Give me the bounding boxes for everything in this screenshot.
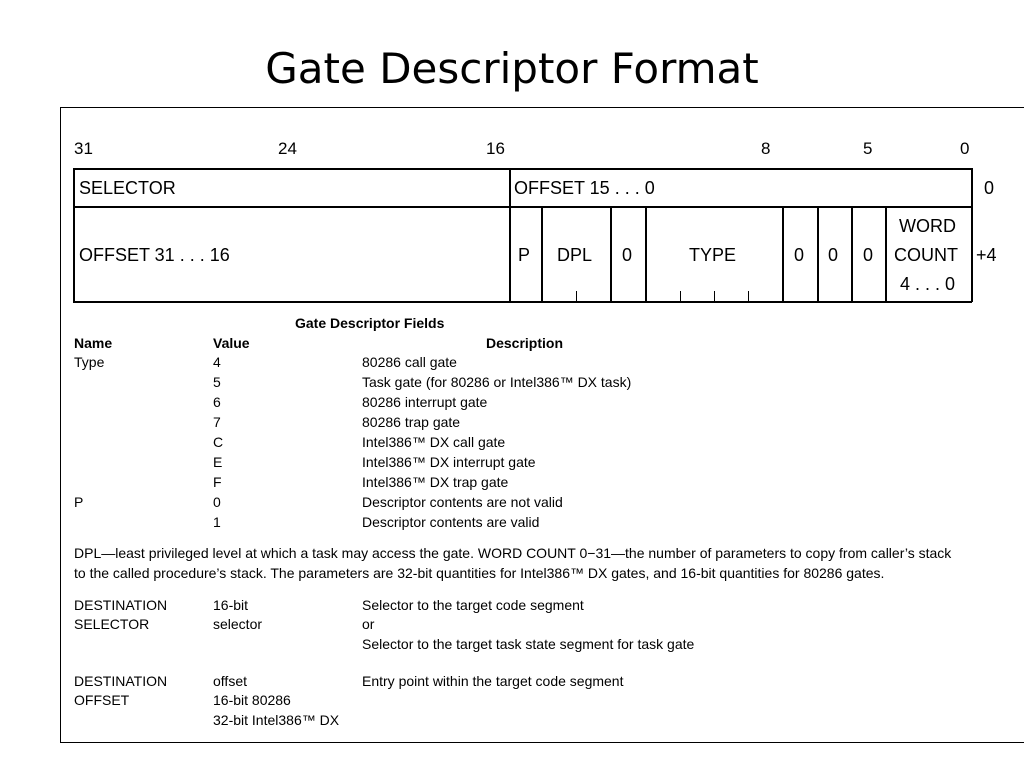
header-name: Name bbox=[74, 335, 113, 351]
dest-offset-value-3: 32-bit Intel386™ DX bbox=[213, 712, 340, 728]
dest-selector-name-1: DESTINATION bbox=[74, 597, 168, 613]
dest-selector-name-2: SELECTOR bbox=[74, 616, 150, 632]
field-description: Intel386™ DX interrupt gate bbox=[362, 454, 536, 470]
header-description: Description bbox=[486, 335, 564, 351]
field-description: Descriptor contents are valid bbox=[362, 514, 540, 530]
row1-offset-label: 0 bbox=[984, 178, 995, 198]
field-value: 5 bbox=[213, 374, 221, 390]
field-value: 1 bbox=[213, 514, 221, 530]
type-field: TYPE bbox=[689, 245, 737, 265]
field-value: 6 bbox=[213, 394, 221, 410]
dpl-note-line-1: DPL—least privileged level at which a task may access the gate. WORD COUNT 0−31—the number of parameters to copy from caller’s stack bbox=[74, 545, 952, 561]
bit-label-5: 5 bbox=[863, 139, 873, 158]
dest-selector-desc-2: or bbox=[362, 616, 375, 632]
field-description: Descriptor contents are not valid bbox=[362, 494, 563, 510]
field-value: 4 bbox=[213, 354, 221, 370]
bit-label-0: 0 bbox=[960, 139, 970, 158]
dpl-note-line-2: to the called procedure’s stack. The parameters are 32-bit quantities for Intel386™ DX gates, and 16-bit quantities for 80286 gates. bbox=[74, 565, 885, 581]
fields-title: Gate Descriptor Fields bbox=[295, 315, 445, 331]
dest-offset-desc-1: Entry point within the target code segment bbox=[362, 673, 624, 689]
field-value: 7 bbox=[213, 414, 221, 430]
bit-label-31: 31 bbox=[74, 139, 93, 158]
field-description: 80286 call gate bbox=[362, 354, 457, 370]
field-description: 80286 interrupt gate bbox=[362, 394, 488, 410]
dest-offset-name-1: DESTINATION bbox=[74, 673, 168, 689]
field-description: 80286 trap gate bbox=[362, 414, 461, 430]
field-value: E bbox=[213, 454, 223, 470]
dest-selector-desc-1: Selector to the target code segment bbox=[362, 597, 584, 613]
header-value: Value bbox=[213, 335, 250, 351]
dest-selector-value-2: selector bbox=[213, 616, 263, 632]
offset-high-field: OFFSET 31 . . . 16 bbox=[79, 245, 230, 265]
field-description: Task gate (for 80286 or Intel386™ DX task) bbox=[362, 374, 632, 390]
dest-selector-value-1: 16-bit bbox=[213, 597, 249, 613]
zero-field-a: 0 bbox=[622, 245, 633, 265]
field-value: C bbox=[213, 434, 224, 450]
dpl-field: DPL bbox=[557, 245, 593, 265]
dest-offset-name-2: OFFSET bbox=[74, 692, 130, 708]
zero-field-c: 0 bbox=[828, 245, 839, 265]
field-value: F bbox=[213, 474, 222, 490]
slide-title: Gate Descriptor Format bbox=[265, 44, 759, 93]
bit-label-16: 16 bbox=[486, 139, 505, 158]
zero-field-b: 0 bbox=[794, 245, 805, 265]
field-name-p: P bbox=[74, 494, 84, 510]
field-description: Intel386™ DX trap gate bbox=[362, 474, 509, 490]
field-description: Intel386™ DX call gate bbox=[362, 434, 506, 450]
word-count-line-2: COUNT bbox=[894, 245, 958, 265]
p-field: P bbox=[518, 245, 531, 265]
word-count-line-3: 4 . . . 0 bbox=[900, 274, 956, 294]
row2-offset-label: +4 bbox=[976, 245, 997, 265]
zero-field-d: 0 bbox=[863, 245, 874, 265]
bit-label-8: 8 bbox=[761, 139, 771, 158]
dest-offset-value-2: 16-bit 80286 bbox=[213, 692, 291, 708]
word-count-line-1: WORD bbox=[899, 216, 956, 236]
bit-label-24: 24 bbox=[278, 139, 297, 158]
selector-field: SELECTOR bbox=[79, 178, 176, 198]
offset-low-field: OFFSET 15 . . . 0 bbox=[514, 178, 655, 198]
dest-selector-desc-3: Selector to the target task state segment for task gate bbox=[362, 636, 695, 652]
dest-offset-value-1: offset bbox=[213, 673, 247, 689]
field-name-type: Type bbox=[74, 354, 105, 370]
field-value: 0 bbox=[213, 494, 221, 510]
